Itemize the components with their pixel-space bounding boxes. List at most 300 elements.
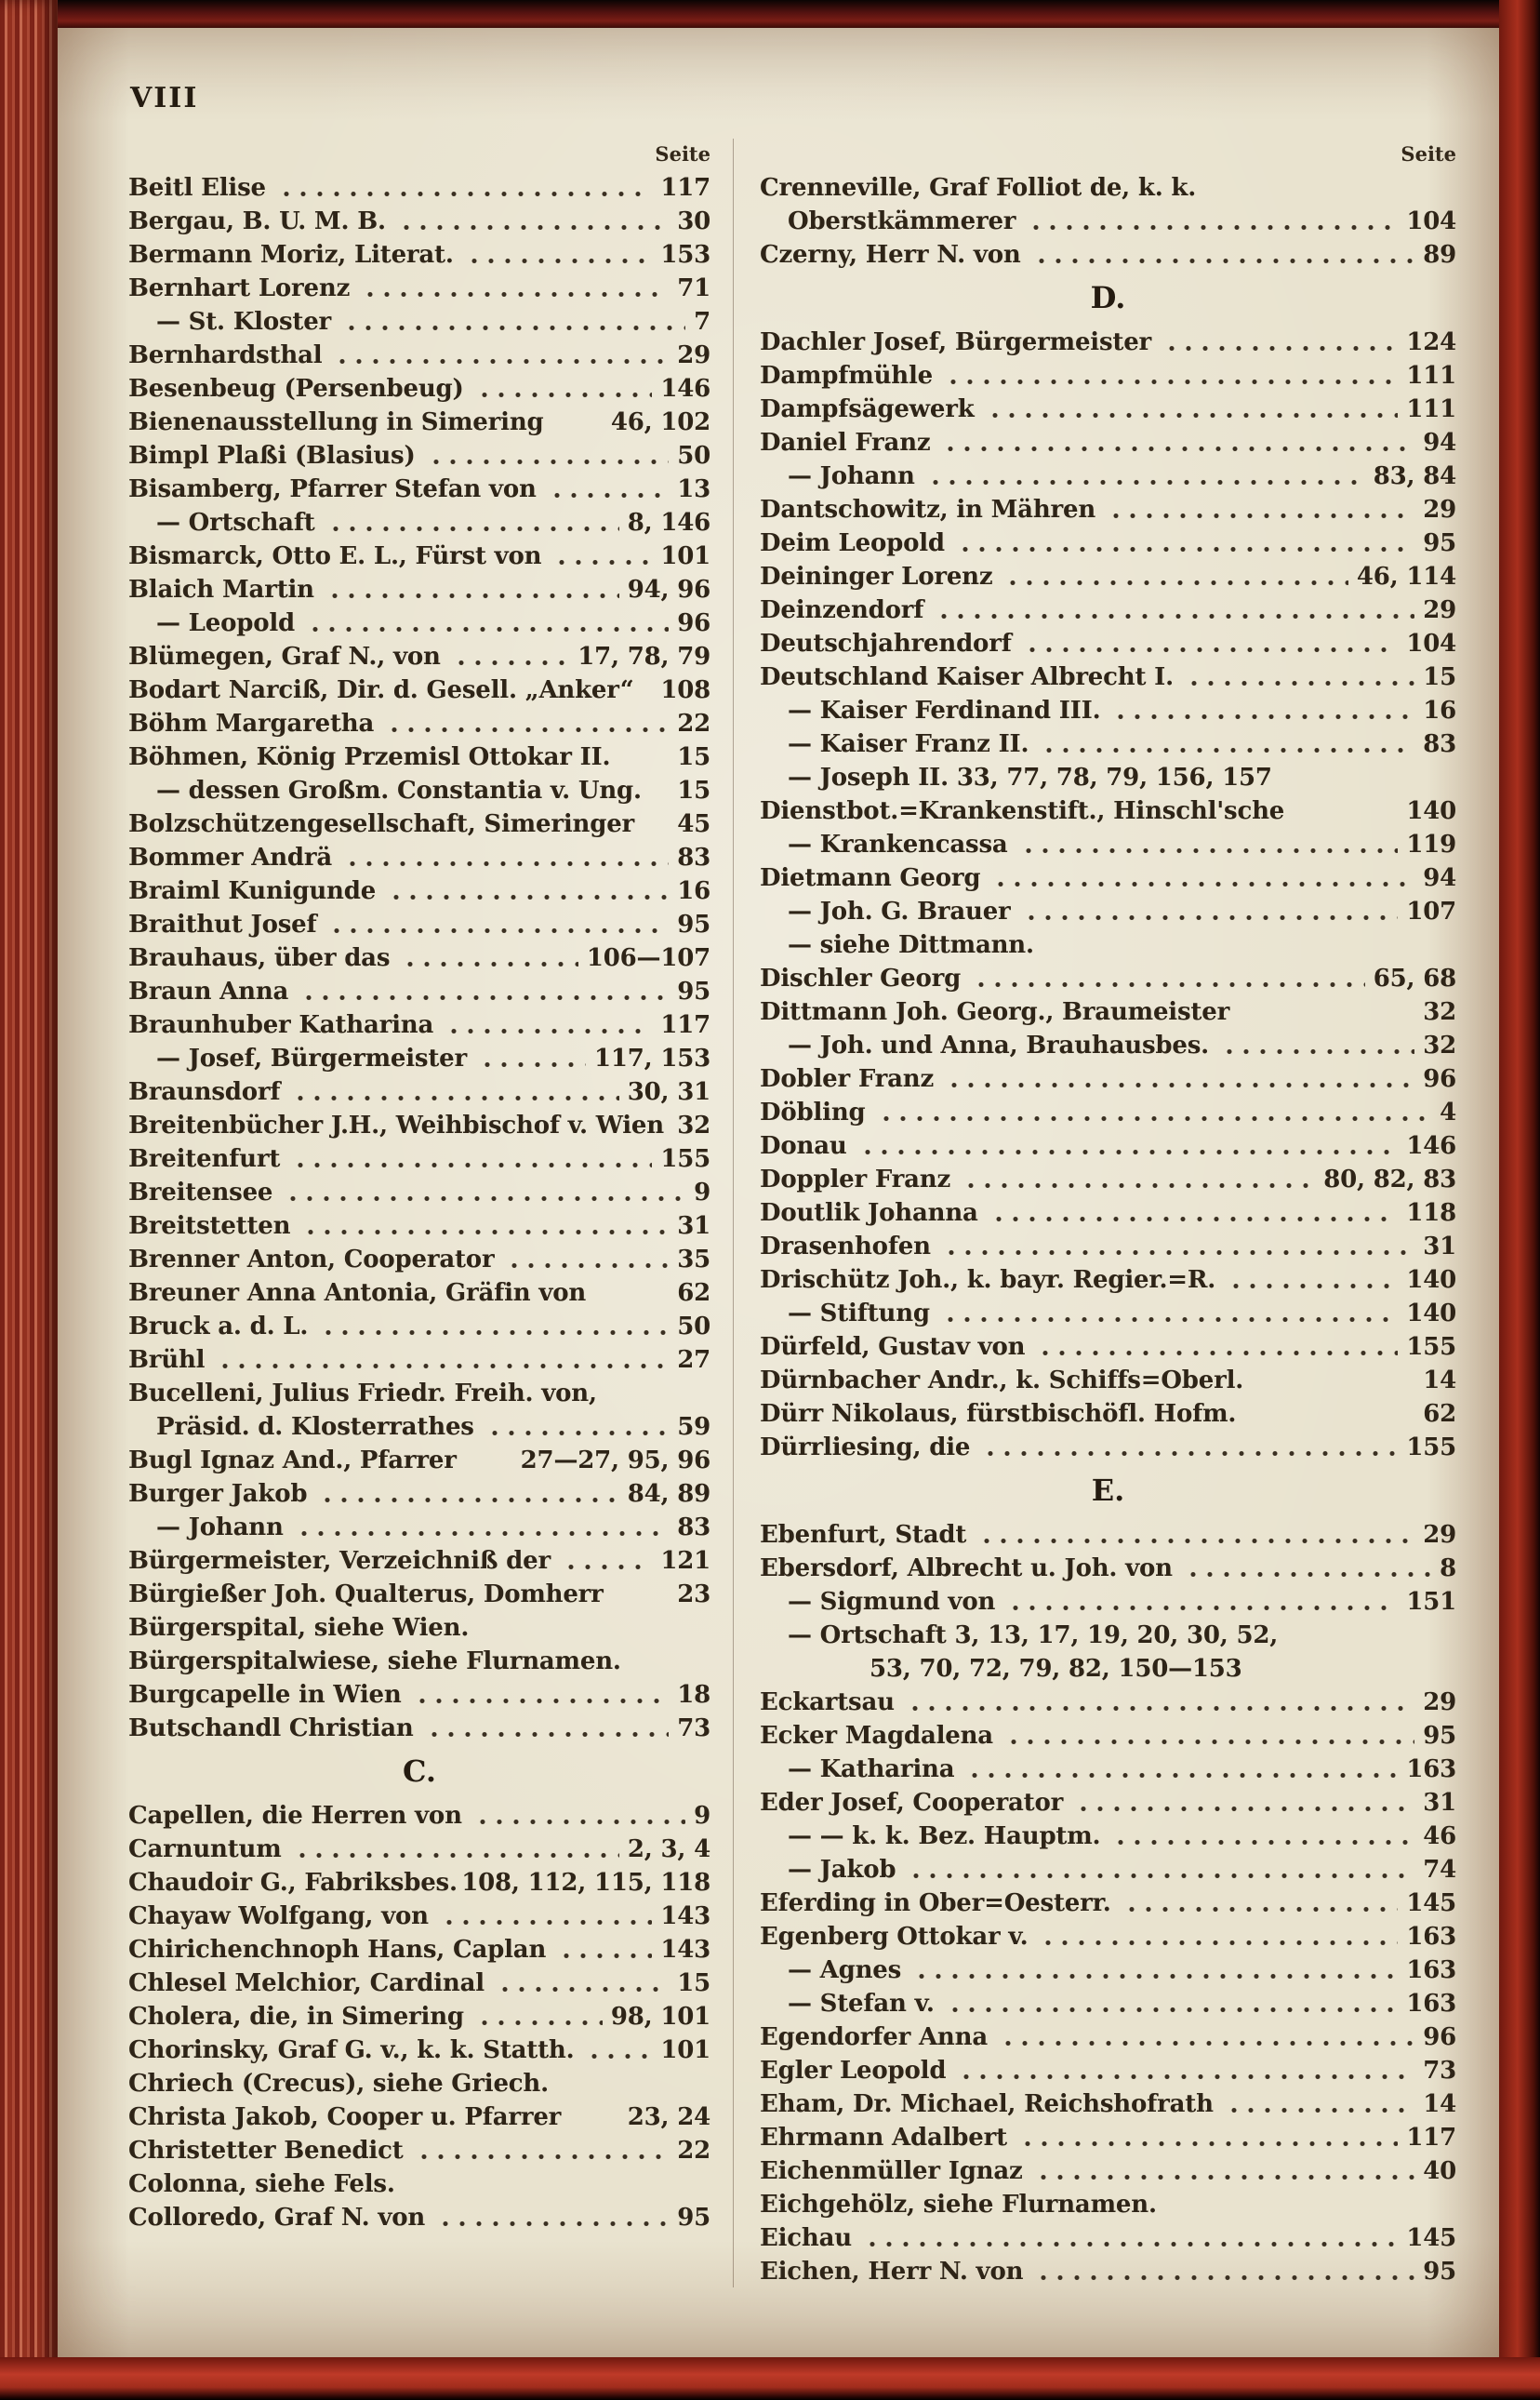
entry-label: Chaudoir G., Fabriksbes. — [128, 1869, 458, 1897]
dot-leader — [1181, 1571, 1431, 1578]
dot-leader — [942, 1082, 1414, 1088]
entry-page-number: 23 — [677, 1580, 710, 1608]
entry-page-number: 121 — [660, 1547, 710, 1575]
entry-label: Dantschowitz, in Mähren — [760, 496, 1096, 524]
index-entry — [760, 1195, 1456, 1229]
index-entry — [128, 1832, 710, 1865]
entry-label: Drasenhofen — [760, 1233, 931, 1260]
entry-label: — Ortschaft 3, 13, 17, 19, 20, 30, 52, — [788, 1621, 1279, 1649]
index-entry — [128, 2167, 710, 2200]
index-column-left — [128, 139, 733, 2233]
entry-label: Dampfsägewerk — [760, 395, 975, 423]
entry-page-number: 95 — [677, 978, 710, 1006]
index-entry — [128, 1443, 710, 1476]
entry-page-number: 15 — [1423, 663, 1456, 691]
entry-label: Eckartsau — [760, 1688, 895, 1716]
index-entry — [760, 1095, 1456, 1128]
entry-page-number: 155 — [1406, 1433, 1456, 1461]
dot-leader — [340, 860, 669, 867]
entry-label: Besenbeug (Persenbeug) — [128, 375, 464, 403]
index-entry — [760, 425, 1456, 459]
dot-leader — [1020, 647, 1399, 653]
index-entry — [760, 459, 1456, 492]
entry-label: Dienstbot.=Krankenstift., Hinschl'sche — [760, 797, 1285, 825]
index-entry — [760, 827, 1456, 860]
entry-page-number: 163 — [1406, 1755, 1456, 1783]
index-entry — [760, 860, 1456, 894]
index-entry — [128, 1577, 710, 1610]
entry-label: Dürr Nikolaus, fürstbischöfl. Hofm. — [760, 1400, 1237, 1428]
dot-leader — [938, 446, 1414, 452]
dot-leader — [502, 1262, 669, 1269]
entry-label: Bürgießer Joh. Qualterus, Domherr — [128, 1580, 604, 1608]
entry-page-number: 155 — [1406, 1333, 1456, 1361]
entry-label: Bruck a. d. L. — [128, 1313, 309, 1340]
entry-page-number: 101 — [660, 2036, 710, 2064]
index-entry — [760, 526, 1456, 559]
dot-leader — [550, 559, 652, 566]
index-entry — [128, 1899, 710, 1932]
entry-label: Breuner Anna Antonia, Gräfin von — [128, 1279, 587, 1307]
index-entry — [128, 706, 710, 740]
entry-label: Blaich Martin — [128, 576, 314, 604]
entry-label: Burger Jakob — [128, 1480, 308, 1508]
index-entry — [760, 1028, 1456, 1061]
entry-label: Chirichenchnoph Hans, Caplan — [128, 1936, 547, 1964]
dot-leader — [1024, 224, 1398, 231]
entry-page-number: 29 — [1423, 496, 1456, 524]
dot-leader — [1217, 1048, 1414, 1055]
index-entry — [760, 1329, 1456, 1363]
index-entry — [760, 1618, 1456, 1651]
dot-leader — [938, 1316, 1398, 1323]
index-entry — [760, 626, 1456, 660]
entry-page-number: 96 — [1423, 2023, 1456, 2051]
dot-leader — [939, 1249, 1414, 1256]
index-entry — [760, 392, 1456, 425]
entry-label: Dietmann Georg — [760, 864, 981, 892]
entry-label: Bisamberg, Pfarrer Stefan von — [128, 475, 537, 503]
dot-leader — [316, 1329, 669, 1336]
index-entry — [760, 1785, 1456, 1819]
dot-leader — [989, 881, 1414, 887]
index-entry — [760, 693, 1456, 727]
entry-label: Chayaw Wolfgang, von — [128, 1902, 429, 1930]
index-entry — [760, 325, 1456, 358]
index-entry — [128, 1677, 710, 1711]
index-entry — [760, 1162, 1456, 1195]
entry-page-number: 140 — [1406, 1300, 1456, 1327]
index-entry — [128, 1041, 710, 1074]
index-entry — [760, 1396, 1456, 1430]
index-entry — [760, 760, 1456, 793]
entry-page-number: 50 — [677, 442, 710, 470]
entry-label: Braithut Josef — [128, 911, 317, 939]
entry-label: Deutschjahrendorf — [760, 630, 1012, 658]
dot-leader — [437, 1919, 652, 1926]
entry-page-number: 117 — [1406, 2124, 1456, 2152]
index-entry — [128, 940, 710, 974]
entry-page-number: 32 — [677, 1112, 710, 1140]
entry-page-number: 18 — [677, 1681, 710, 1709]
dot-leader — [1016, 847, 1399, 854]
index-entry — [128, 2100, 710, 2133]
dot-leader — [292, 1530, 670, 1537]
entry-label: Eichau — [760, 2224, 852, 2252]
entry-page-number: 9 — [694, 1802, 710, 1830]
index-entry — [128, 606, 710, 639]
entry-page-number: 83, 84 — [1373, 462, 1456, 490]
entry-page-number: 95 — [1423, 529, 1456, 557]
index-entry — [128, 1644, 710, 1677]
entry-page-number: 16 — [1423, 697, 1456, 725]
dot-leader — [297, 994, 669, 1001]
index-entry — [760, 1986, 1456, 2020]
index-entry — [128, 1342, 710, 1376]
index-entry — [128, 1932, 710, 1966]
dot-leader — [923, 479, 1365, 486]
entry-page-number: 40 — [1423, 2157, 1456, 2185]
entry-label: Eichen, Herr N. von — [760, 2258, 1024, 2286]
book-cover-right-edge — [1499, 0, 1540, 2400]
entry-page-number: 94 — [1423, 864, 1456, 892]
entry-label: Böhm Margaretha — [128, 710, 375, 738]
dot-leader — [1109, 713, 1414, 720]
entry-page-number: 108 — [660, 676, 710, 704]
entry-label: — Johann — [788, 462, 915, 490]
entry-page-number: 108, 112, 115, 118 — [461, 1869, 710, 1897]
entry-page-number: 14 — [1423, 2090, 1456, 2118]
index-entry — [128, 1208, 710, 1242]
entry-label: — Ortschaft — [156, 509, 315, 537]
entry-page-number: 84, 89 — [627, 1480, 710, 1508]
entry-page-number: 71 — [677, 274, 710, 302]
dot-leader — [1036, 1940, 1398, 1946]
index-entry — [760, 793, 1456, 827]
dot-leader — [315, 1497, 618, 1503]
entry-page-number: 65, 68 — [1373, 965, 1456, 993]
index-entry — [760, 204, 1456, 237]
dot-leader — [398, 961, 578, 967]
entry-label: Chorinsky, Graf G. v., k. k. Statth. — [128, 2036, 575, 2064]
index-entry — [760, 961, 1456, 994]
dot-leader — [475, 1061, 586, 1068]
index-column-right — [733, 139, 1456, 2287]
entry-page-number: 101 — [660, 542, 710, 570]
entry-page-number: 145 — [1406, 2224, 1456, 2252]
dot-leader — [904, 1873, 1414, 1879]
dot-leader — [554, 1953, 652, 1959]
entry-label: Braunhuber Katharina — [128, 1011, 434, 1039]
dot-leader — [288, 1162, 652, 1168]
folio-number: VIII — [130, 82, 199, 114]
index-entry — [128, 1175, 710, 1208]
dot-leader — [545, 492, 670, 499]
dot-leader — [449, 660, 570, 666]
index-entry — [760, 1061, 1456, 1095]
entry-label: Bugl Ignaz And., Pfarrer — [128, 1447, 457, 1474]
entry-page-number: 117 — [660, 174, 710, 202]
entry-label: Braunsdorf — [128, 1078, 281, 1106]
entry-page-number: 118 — [1406, 1199, 1456, 1227]
entry-label: Dachler Josef, Bürgermeister — [760, 328, 1152, 356]
entry-page-number: 29 — [1423, 596, 1456, 624]
index-entry — [128, 204, 710, 237]
index-entry — [128, 840, 710, 873]
entry-label: — Stefan v. — [788, 1990, 935, 2018]
entry-label: Bolzschützengesellschaft, Simeringer — [128, 810, 635, 838]
dot-leader — [1182, 680, 1414, 687]
index-entry — [760, 2187, 1456, 2220]
entry-page-number: 50 — [677, 1313, 710, 1340]
index-entry — [128, 1275, 710, 1309]
entry-page-number: 16 — [677, 877, 710, 905]
entry-label: Deinzendorf — [760, 596, 924, 624]
index-entry — [128, 1476, 710, 1510]
entry-page-number: 15 — [677, 777, 710, 805]
entry-label: — dessen Großm. Constantia v. Ung. — [156, 777, 642, 805]
entry-label: Eham, Dr. Michael, Reichshofrath — [760, 2090, 1214, 2118]
entry-page-number: 22 — [677, 710, 710, 738]
entry-label: — Agnes — [788, 1956, 902, 1984]
entry-label: Brühl — [128, 1346, 206, 1374]
dot-leader — [339, 325, 685, 331]
index-entry — [760, 593, 1456, 626]
index-entry — [128, 1510, 710, 1543]
dot-leader — [860, 2241, 1398, 2247]
entry-page-number: 73 — [1423, 2057, 1456, 2085]
dot-leader — [962, 1772, 1398, 1779]
index-entry — [128, 2200, 710, 2233]
entry-label: Bürgerspitalwiese, siehe Flurnamen. — [128, 1647, 621, 1675]
entry-label: Breitensee — [128, 1179, 273, 1207]
dot-leader — [274, 191, 652, 197]
dot-leader — [472, 2020, 603, 2026]
entry-label: Döbling — [760, 1099, 866, 1127]
index-entry — [760, 1584, 1456, 1618]
index-entry — [128, 2133, 710, 2167]
entry-label: Drischütz Joh., k. bayr. Regier.=R. — [760, 1266, 1216, 1294]
entry-label: Cholera, die, in Simering — [128, 2003, 464, 2031]
entry-label: Böhmen, König Przemisl Ottokar II. — [128, 743, 611, 771]
entry-page-number: 32 — [1423, 1032, 1456, 1060]
entry-label: Czerny, Herr N. von — [760, 241, 1021, 269]
dot-leader — [582, 2053, 652, 2060]
dot-leader — [424, 459, 670, 465]
index-entry — [128, 170, 710, 204]
dot-leader — [394, 224, 669, 231]
index-entry — [128, 2066, 710, 2100]
index-entry — [128, 304, 710, 338]
entry-label: — Johann — [156, 1513, 284, 1541]
index-entry — [760, 660, 1456, 693]
index-page — [58, 28, 1499, 2357]
entry-label: — Jakob — [788, 1856, 896, 1884]
dot-leader — [410, 1698, 670, 1704]
entry-label: Blümegen, Graf N., von — [128, 643, 441, 671]
entry-page-number: 30 — [677, 207, 710, 235]
entry-page-number: 104 — [1406, 630, 1456, 658]
dot-leader — [909, 1973, 1398, 1980]
dot-leader — [959, 1182, 1315, 1189]
entry-label: Colloredo, Graf N. von — [128, 2204, 426, 2232]
entry-label: Dobler Franz — [760, 1065, 935, 1093]
dot-leader — [969, 981, 1365, 988]
dot-leader — [1029, 258, 1415, 264]
entry-page-number: 27—27, 95, 96 — [520, 1447, 710, 1474]
entry-label: Burgcapelle in Wien — [128, 1681, 402, 1709]
index-entry — [128, 405, 710, 438]
index-entry — [128, 1865, 710, 1899]
entry-label: Dürfeld, Gustav von — [760, 1333, 1026, 1361]
entry-page-number: 98, 101 — [610, 2003, 710, 2031]
dot-leader — [433, 2220, 669, 2227]
entry-page-number: 74 — [1423, 1856, 1456, 1884]
index-entry — [760, 1685, 1456, 1718]
entry-label: Bergau, B. U. M. B. — [128, 207, 386, 235]
entry-label: Deininger Lorenz — [760, 563, 993, 591]
dot-leader — [1160, 345, 1398, 352]
entry-label: Bürgermeister, Verzeichniß der — [128, 1547, 551, 1575]
entry-page-number: 83 — [1423, 730, 1456, 758]
entry-page-number: 94, 96 — [627, 576, 710, 604]
entry-page-number: 146 — [660, 375, 710, 403]
entry-page-number: 117, 153 — [593, 1045, 710, 1073]
entry-page-number: 9 — [694, 1179, 710, 1207]
index-entry — [760, 1953, 1456, 1986]
index-entry — [760, 1752, 1456, 1785]
entry-page-number: 83 — [677, 1513, 710, 1541]
index-entry — [760, 1551, 1456, 1584]
entry-page-number: 8, 146 — [627, 509, 710, 537]
index-entry — [760, 1430, 1456, 1463]
entry-label: Bürgerspital, siehe Wien. — [128, 1614, 470, 1642]
index-entry — [760, 170, 1456, 204]
entry-page-number: 46 — [1423, 1822, 1456, 1850]
dot-leader — [281, 1195, 685, 1202]
entry-page-number: 23, 24 — [627, 2103, 710, 2131]
dot-leader — [559, 1564, 652, 1570]
entry-label: Carnuntum — [128, 1835, 282, 1863]
dot-leader — [954, 2073, 1414, 2080]
entry-page-number: 111 — [1406, 395, 1456, 423]
entry-label: Bernhardsthal — [128, 341, 323, 369]
entry-label: 53, 70, 72, 79, 82, 150—153 — [870, 1655, 1242, 1683]
entry-label: Ebenfurt, Stadt — [760, 1521, 967, 1549]
entry-page-number: 35 — [677, 1246, 710, 1273]
dot-leader — [1031, 2174, 1415, 2180]
dot-leader — [1109, 1839, 1414, 1846]
index-entry — [760, 1651, 1456, 1685]
entry-page-number: 31 — [677, 1212, 710, 1240]
entry-page-number: 95 — [677, 2204, 710, 2232]
column-header-seite: Seite — [655, 142, 710, 166]
index-entry — [760, 2020, 1456, 2053]
index-entry — [760, 1517, 1456, 1551]
entry-label: Oberstkämmerer — [788, 207, 1016, 235]
index-entry — [128, 2033, 710, 2066]
entry-page-number: 140 — [1406, 1266, 1456, 1294]
dot-leader — [1120, 1906, 1399, 1913]
dot-leader — [874, 1115, 1432, 1122]
entry-label: Ebersdorf, Albrecht u. Joh. von — [760, 1554, 1173, 1582]
dot-leader — [299, 1229, 669, 1235]
entry-label: Butschandl Christian — [128, 1714, 414, 1742]
entry-label: — Leopold — [156, 609, 295, 637]
entry-label: — Joseph II. 33, 77, 78, 79, 156, 157 — [788, 764, 1272, 792]
entry-label: Bernhart Lorenz — [128, 274, 351, 302]
index-entry — [760, 1296, 1456, 1329]
entry-label: Eichgehölz, siehe Flurnamen. — [760, 2191, 1157, 2219]
entry-page-number: 62 — [677, 1279, 710, 1307]
dot-leader — [1222, 2107, 1414, 2113]
entry-page-number: 13 — [677, 475, 710, 503]
index-entry — [128, 472, 710, 505]
entry-label: Braun Anna — [128, 978, 289, 1006]
dot-leader — [953, 546, 1414, 553]
entry-label: Doutlik Johanna — [760, 1199, 978, 1227]
entry-page-number: 31 — [1423, 1789, 1456, 1817]
index-entry — [128, 974, 710, 1007]
entry-page-number: 4 — [1440, 1099, 1456, 1127]
dot-leader — [213, 1363, 669, 1369]
entry-page-number: 95 — [677, 911, 710, 939]
index-entry — [128, 773, 710, 807]
entry-label: Egendorfer Anna — [760, 2023, 988, 2051]
index-entry — [128, 338, 710, 371]
dot-leader — [1104, 513, 1414, 519]
entry-page-number: 29 — [1423, 1521, 1456, 1549]
dot-leader — [1016, 2140, 1398, 2147]
index-entry — [760, 559, 1456, 593]
entry-page-number: 15 — [677, 1969, 710, 1997]
index-entry — [128, 907, 710, 940]
entry-page-number: 146 — [1406, 1132, 1456, 1160]
entry-page-number: 106—107 — [586, 944, 710, 972]
entry-label: Brenner Anton, Cooperator — [128, 1246, 495, 1273]
entry-page-number: 163 — [1406, 1923, 1456, 1951]
entry-label: Colonna, siehe Fels. — [128, 2170, 395, 2198]
index-entry — [760, 994, 1456, 1028]
entry-page-number: 73 — [677, 1714, 710, 1742]
index-entry — [128, 371, 710, 405]
entry-page-number: 83 — [677, 844, 710, 872]
index-entry — [760, 492, 1456, 526]
entry-label: Chlesel Melchior, Cardinal — [128, 1969, 485, 1997]
entry-label: Deim Leopold — [760, 529, 945, 557]
column-header-seite: Seite — [1401, 142, 1456, 166]
book-cover-top-edge — [0, 0, 1540, 28]
dot-leader — [1003, 1605, 1398, 1611]
dot-leader — [978, 1450, 1398, 1457]
entry-label: Eichenmüller Ignaz — [760, 2157, 1023, 2185]
entry-label: Dampfmühle — [760, 362, 934, 390]
index-entry — [760, 1919, 1456, 1953]
entry-label: — siehe Dittmann. — [788, 931, 1034, 959]
index-columns — [128, 139, 1456, 2287]
entry-page-number: 140 — [1406, 797, 1456, 825]
entry-label: — Kaiser Ferdinand III. — [788, 697, 1101, 725]
entry-page-number: 151 — [1406, 1588, 1456, 1616]
entry-page-number: 119 — [1406, 831, 1456, 859]
index-entry — [760, 2220, 1456, 2254]
entry-page-number: 30, 31 — [627, 1078, 710, 1106]
index-entry — [760, 2153, 1456, 2187]
dot-leader — [324, 526, 619, 532]
index-entry — [128, 539, 710, 572]
entry-label: — Joh. G. Brauer — [788, 898, 1011, 926]
index-entry — [128, 438, 710, 472]
